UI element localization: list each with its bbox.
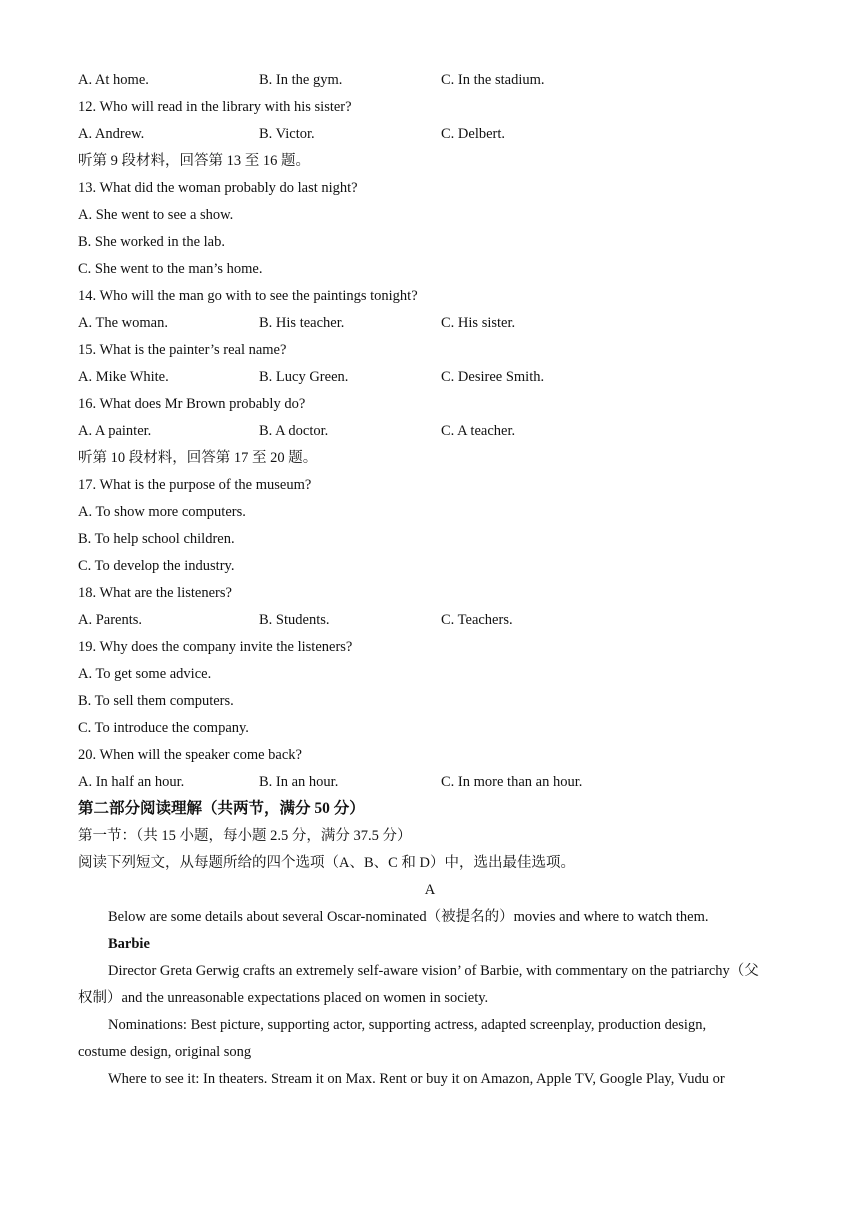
q12-option-b: B. Victor. [259,126,315,142]
q20-option-a: A. In half an hour. [78,774,185,790]
q18-question: 18. What are the listeners? [78,585,232,601]
instruction-passage-10: 听第 10 段材料，回答第 17 至 20 题。 [78,450,318,466]
passage-intro: Below are some details about several Oscar-nominated（被提名的）movies and where to watch them. [108,909,709,925]
passage-label: A [424,882,436,898]
q12-option-a: A. Andrew. [78,126,145,142]
q20-question: 20. When will the speaker come back? [78,747,302,763]
q16-question: 16. What does Mr Brown probably do? [78,396,306,412]
q16-option-c: C. A teacher. [441,423,516,439]
q14-question: 14. Who will the man go with to see the paintings tonight? [78,288,418,304]
part2-heading: 第二部分阅读理解（共两节，满分 50 分） [78,800,365,817]
nominations-line1: Nominations: Best picture, supporting actor, supporting actress, adapted screenplay, production design, [108,1017,707,1033]
q15-option-a: A. Mike White. [78,369,169,385]
q20-option-c: C. In more than an hour. [441,774,583,790]
q11-option-c: C. In the stadium. [441,72,545,88]
q19-option-c: C. To introduce the company. [78,720,249,736]
q19-question: 19. Why does the company invite the listeners? [78,639,353,655]
q12-option-c: C. Delbert. [441,126,506,142]
q17-option-c: C. To develop the industry. [78,558,235,574]
reading-instruction: 阅读下列短文，从每题所给的四个选项（A、B、C 和 D）中，选出最佳选项。 [78,855,576,871]
q19-option-a: A. To get some advice. [78,666,212,682]
q13-option-a: A. She went to see a show. [78,207,234,223]
where-to-see-line1: Where to see it: In theaters. Stream it on Max. Rent or buy it on Amazon, Apple TV, Google Play, Vudu or [108,1071,725,1087]
q13-option-b: B. She worked in the lab. [78,234,225,250]
q18-option-c: C. Teachers. [441,612,513,628]
q20-option-b: B. In an hour. [259,774,339,790]
q11-option-b: B. In the gym. [259,72,343,88]
movie-description-line2: 权制）and the unreasonable expectations placed on women in society. [78,990,489,1006]
q15-option-b: B. Lucy Green. [259,369,349,385]
q13-option-c: C. She went to the man’s home. [78,261,263,277]
movie-title: Barbie [108,936,150,952]
q11-option-a: A. At home. [78,72,149,88]
q16-option-b: B. A doctor. [259,423,329,439]
q13-question: 13. What did the woman probably do last night? [78,180,358,196]
q14-option-c: C. His sister. [441,315,516,331]
section1-heading: 第一节：（共 15 小题，每小题 2.5 分，满分 37.5 分） [78,828,412,844]
q15-option-c: C. Desiree Smith. [441,369,545,385]
movie-description-line1: Director Greta Gerwig crafts an extremely self-aware vision’ of Barbie, with commentary on the patriarchy（父 [108,963,759,979]
q12-question: 12. Who will read in the library with his sister? [78,99,352,115]
nominations-line2: costume design, original song [78,1044,252,1060]
q17-question: 17. What is the purpose of the museum? [78,477,312,493]
q15-question: 15. What is the painter’s real name? [78,342,287,358]
q18-option-b: B. Students. [259,612,330,628]
q18-option-a: A. Parents. [78,612,143,628]
instruction-passage-9: 听第 9 段材料，回答第 13 至 16 题。 [78,153,310,169]
q17-option-a: A. To show more computers. [78,504,246,520]
q14-option-a: A. The woman. [78,315,168,331]
q16-option-a: A. A painter. [78,423,152,439]
q19-option-b: B. To sell them computers. [78,693,234,709]
q17-option-b: B. To help school children. [78,531,235,547]
q14-option-b: B. His teacher. [259,315,345,331]
